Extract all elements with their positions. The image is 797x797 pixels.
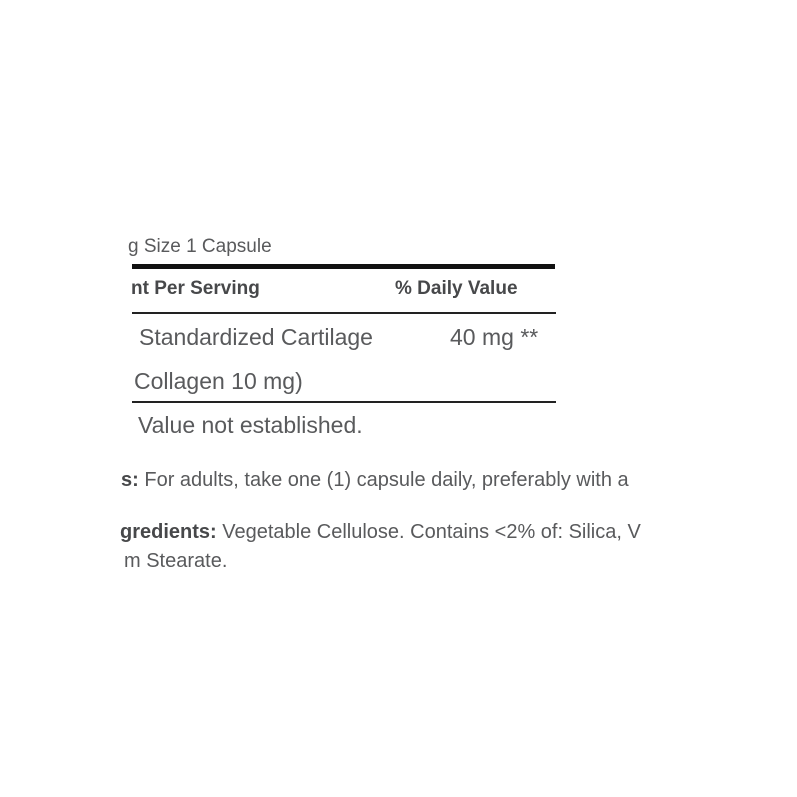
- thick-divider: [132, 264, 555, 269]
- other-ingredients-body: Vegetable Cellulose. Contains <2% of: Silica, V: [216, 521, 641, 543]
- other-ingredients-text: [120, 520, 641, 544]
- serving-size-line: g Size 1 Capsule: [128, 236, 272, 257]
- other-ingredients-text-continued: m Stearate.: [124, 550, 228, 572]
- ingredient-amount: 40 mg **: [450, 324, 539, 350]
- daily-value-footnote: Value not established.: [138, 412, 363, 438]
- directions-label: s:: [121, 469, 139, 491]
- thin-divider-bottom: [132, 401, 556, 403]
- ingredient-subline: Collagen 10 mg): [134, 368, 303, 394]
- daily-value-header: % Daily Value: [395, 278, 518, 299]
- directions-text: [121, 468, 629, 492]
- other-ingredients-label: gredients:: [120, 521, 217, 543]
- ingredient-name: Standardized Cartilage: [139, 324, 373, 350]
- amount-per-serving-header: nt Per Serving: [131, 278, 260, 299]
- directions-body: For adults, take one (1) capsule daily, preferably with a: [138, 469, 629, 491]
- thin-divider-top: [132, 312, 556, 314]
